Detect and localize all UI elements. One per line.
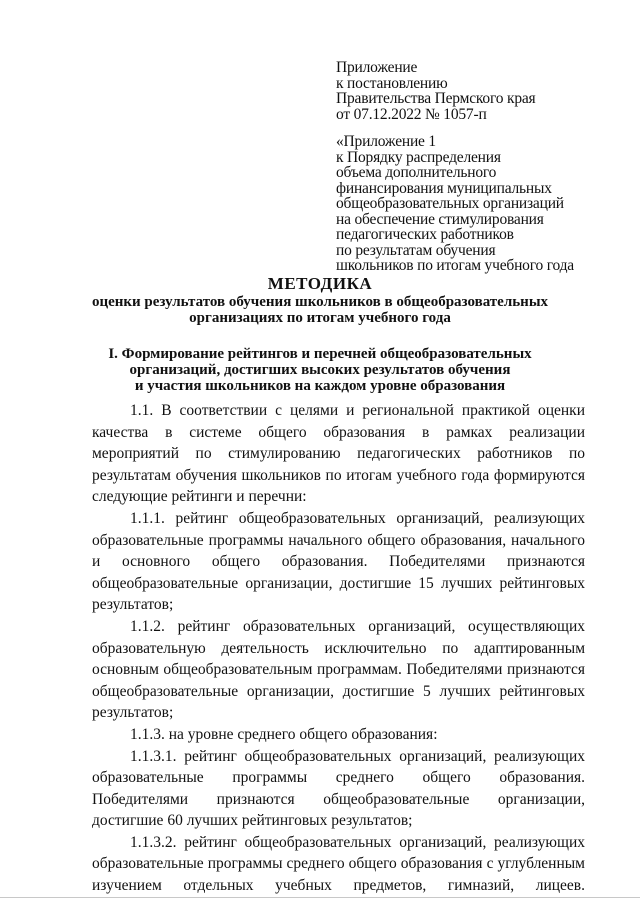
section-heading-line: организаций, достигших высоких результатов обучения bbox=[129, 362, 511, 378]
paragraph-1-1: 1.1. В соответствии с целями и региональной практикой оценки качества в системе общего образования в рамках реализации мероприятий по стимулированию педагогических работников по результатам обучения школьников по итогам учебного года формируются следующие рейтинги и перечни: bbox=[92, 402, 585, 506]
paragraph-1-1-3-1: 1.1.3.1. рейтинг общеобразовательных организаций, реализующих образовательные программы среднего общего образования. Победителями признаются общеобразовательные организации, достигшие 60 лучших рейтинговых результатов; bbox=[92, 747, 585, 830]
paragraph-1-1-2: 1.1.2. рейтинг образовательных организаций, осуществляющих образовательную деятельность исключительно по адаптированным основным общеобразовательным программам. Победителями признаются общеобразовательные организации, достигшие 5 лучших рейтинговых результатов; bbox=[92, 617, 585, 722]
prior-appendix-line: школьников по итогам учебного года bbox=[336, 257, 574, 274]
appendix-line: Правительства Пермского края bbox=[336, 90, 536, 107]
appendix-line: Приложение bbox=[336, 59, 418, 76]
prior-appendix-line: общеобразовательных организаций bbox=[336, 195, 564, 212]
appendix-block bbox=[336, 60, 636, 274]
prior-appendix-line: по результатам обучения bbox=[336, 241, 496, 259]
prior-appendix-line: финансирования муниципальных bbox=[336, 179, 552, 197]
section-heading-line: и участия школьников на каждом уровне образования bbox=[134, 378, 506, 394]
prior-appendix-line: к Порядку распределения bbox=[336, 148, 501, 166]
paragraph-1-1-3: 1.1.3. на уровне среднего общего образования: bbox=[130, 725, 438, 743]
document-subtitle bbox=[80, 294, 560, 326]
section-heading bbox=[70, 346, 570, 394]
page-bottom-edge bbox=[0, 897, 640, 898]
subtitle-line: организациях по итогам учебного года bbox=[189, 310, 451, 326]
prior-appendix-line: «Приложение 1 bbox=[336, 133, 436, 150]
appendix-line: от 07.12.2022 № 1057-п bbox=[336, 105, 487, 123]
paragraph-1-1-1: 1.1.1. рейтинг общеобразовательных организаций, реализующих образовательные программы начального общего образования, начального и основного общего образования. Победителями признаются общеобразовательные организации, достигшие 15 лучших рейтинговых результатов; bbox=[92, 509, 585, 614]
prior-appendix-line: педагогических работников bbox=[336, 226, 514, 243]
section-heading-line: I. Формирование рейтингов и перечней общеобразовательных bbox=[108, 346, 532, 362]
appendix-line: к постановлению bbox=[336, 74, 448, 92]
paragraph-1-1-3-2: 1.1.3.2. рейтинг общеобразовательных организаций, реализующих образовательные программы среднего общего образования с углубленным изучением отдельных учебных предметов, гимназий, лицеев. bbox=[92, 833, 585, 895]
prior-appendix-line: объема дополнительного bbox=[336, 164, 497, 181]
document-title: МЕТОДИКА bbox=[267, 274, 373, 293]
prior-appendix-line: на обеспечение стимулирования bbox=[336, 210, 544, 228]
subtitle-line: оценки результатов обучения школьников в общеобразовательных bbox=[91, 294, 549, 310]
document-body bbox=[92, 400, 585, 897]
